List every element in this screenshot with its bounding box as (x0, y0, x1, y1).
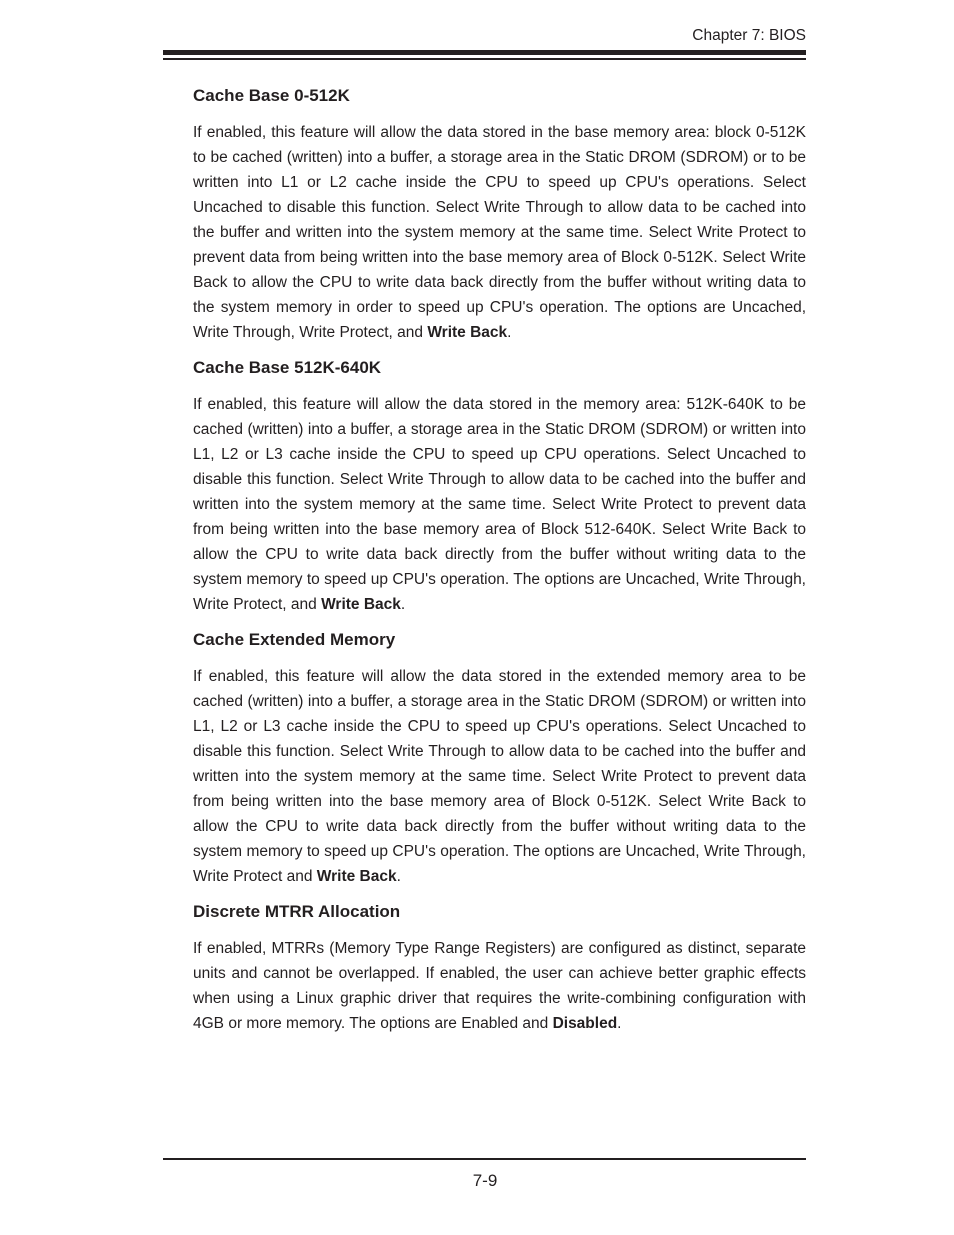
section-title: Cache Base 0-512K (193, 86, 350, 105)
section-body (193, 392, 806, 617)
chapter-header: Chapter 7: BIOS (692, 27, 806, 44)
sentence-end: . (507, 324, 512, 341)
section-title: Cache Base 512K-640K (193, 358, 382, 377)
default-option: Write Back (427, 324, 508, 341)
default-option: Write Back (316, 868, 397, 885)
section-text: If enabled, this feature will allow the data stored in the extended memory area to be cached (written) into a buffer, a storage area in the Static DROM (SDROM) or written into L1, L2 or L3 cache inside the CPU to speed up CPU's operations. Select Uncached to disable this function. Select Write Through to allow data to be cached into the buffer and written into the system memory at the same time. Select Write Protect to prevent data from being written into the base memory area of Block 0-512K. Select Write Back to allow the CPU to write data back directly from the buffer without writing data to the system memory to speed up CPU's operation. The options are Uncached, Write Through, Write Protect and (193, 668, 806, 885)
section-text: If enabled, MTRRs (Memory Type Range Registers) are configured as distinct, separate units and cannot be overlapped. If enabled, the user can achieve better graphic effects when using a Linux graphic driver that requires the write-combining configuration with 4GB or more memory. The options are Enabled and (193, 940, 806, 1032)
header-rule-thick (163, 50, 806, 55)
section-title: Discrete MTRR Allocation (193, 902, 401, 921)
default-option: Disabled (552, 1015, 618, 1032)
sentence-end: . (400, 596, 406, 613)
section-cache-extended-memory (193, 629, 806, 889)
section-title: Cache Extended Memory (193, 630, 396, 649)
header-rule-thin (163, 58, 806, 60)
page-number: 7-9 (472, 1171, 498, 1190)
section-body (193, 664, 806, 889)
sentence-end: . (396, 868, 401, 885)
section-discrete-mtrr-allocation (193, 901, 806, 1036)
section-text: If enabled, this feature will allow the data stored in the memory area: 512K-640K to be cached (written) into a buffer, a storage area in the Static DROM (SDROM) or written into L1, L2 or L3 cache inside the CPU to speed up CPU operations. Select Uncached to disable this function. Select Write Through to allow data to be cached into the buffer and written into the system memory at the same time. Select Write Protect to prevent data from being written into the base memory area of Block 512-640K. Select Write Back to allow the CPU to write data back directly from the buffer without writing data to the system memory to speed up CPU's operation. The options are Uncached, Write Through, Write Protect, and (193, 396, 806, 613)
section-body (193, 936, 806, 1036)
section-cache-base-0-512k (193, 85, 806, 345)
section-text: If enabled, this feature will allow the data stored in the base memory area: block 0-512K to be cached (written) into a buffer, a storage area in the Static DROM (SDROM) or to be written into L1 or L2 cache inside the CPU to speed up CPU's operations. Select Uncached to disable this function. Select Write Through to allow data to be cached into the buffer and written into the system memory at the same time. Select Write Protect to prevent data from being written into the base memory area of Block 0-512K. Select Write Back to allow the CPU to write data back directly from the buffer without writing data to the system memory in order to speed up CPU's operation. The options are Uncached, Write Through, Write Protect, and (193, 124, 806, 341)
footer-rule (163, 1158, 806, 1160)
default-option: Write Back (321, 596, 401, 613)
section-cache-base-512k-640k (193, 357, 806, 617)
page-content (193, 85, 806, 1048)
section-body (193, 120, 806, 345)
sentence-end: . (617, 1015, 622, 1032)
